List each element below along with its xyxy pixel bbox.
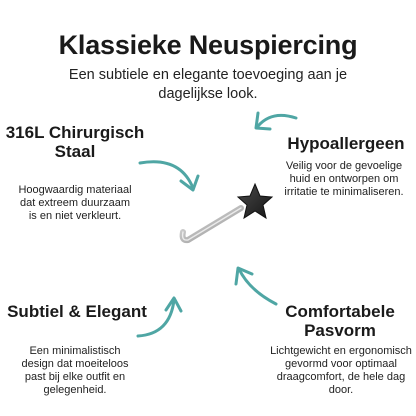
feature-material-description: Hoogwaardig materiaal dat extreem duurzaam is en niet verkleurt. [18,184,132,222]
feature-comfort-description: Lichtgewicht en ergonomisch gevormd voor optimaal draagcomfort, de hele dag door. [270,345,412,396]
arrow-subtle-icon [138,298,181,336]
page-subtitle: Een subtiele en elegante toevoeging aan je dagelijkse look. [68,67,348,102]
arrow-material-icon [140,162,198,190]
star-icon [238,184,272,218]
feature-comfort-title: Comfortabele Pasvorm [285,302,395,340]
feature-subtle-description: Een minimalistisch design dat moeiteloos past bij elke outfit en gelegenheid. [21,345,129,396]
page-title: Klassieke Neuspiercing [58,30,358,60]
feature-subtle-title: Subtiel & Elegant [7,302,147,321]
feature-material-title: 316L Chirurgisch Staal [5,123,145,161]
feature-hypoallergenic-title: Hypoallergeen [287,134,405,153]
arrow-hypo-icon [256,113,296,129]
feature-hypoallergenic-description: Veilig voor de gevoelige huid en ontworpen om irritatie te minimaliseren. [284,160,404,198]
arrow-comfort-icon [236,268,276,304]
nose-stud-image [183,184,272,240]
